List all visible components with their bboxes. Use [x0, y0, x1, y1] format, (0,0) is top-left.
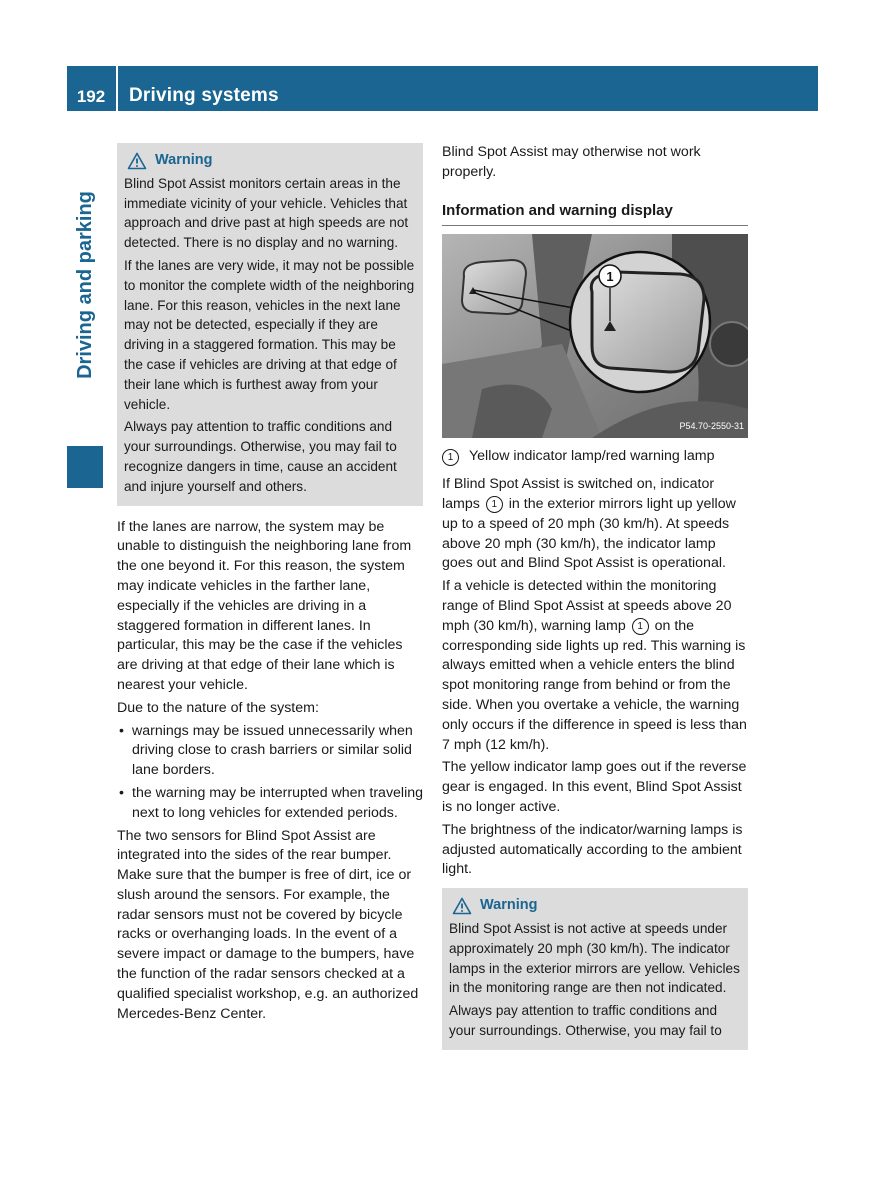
warning-paragraph: Always pay attention to traffic conditions and your surroundings. Otherwise, you may fail to: [449, 1003, 722, 1038]
right-column: [442, 143, 748, 1050]
text-span: on the corresponding side lights up red. This warning is always emitted when a vehicle enters the blind spot monitoring range from behind or from the side. When you overtake a vehicle, the warning only occurs if the difference in speed is less than 7 mph (12 km/h).: [442, 617, 747, 753]
body-paragraph: [442, 577, 748, 755]
page-header: [67, 66, 818, 111]
warning-triangle-icon: [127, 152, 147, 170]
chapter-tab-marker: [67, 446, 103, 488]
header-divider: [116, 66, 118, 111]
mirror-illustration: [442, 234, 748, 438]
callout-number-icon: 1: [632, 618, 649, 635]
figure-caption: [442, 447, 748, 467]
body-paragraph: [442, 475, 748, 574]
callout-number-icon: 1: [486, 496, 503, 513]
warning-box: [117, 143, 423, 506]
body-paragraph: If the lanes are narrow, the system may be unable to distinguish the neighboring lane from the one beyond it. For this reason, the system may indicate vehicles in the farther lane, especially if the vehicles are driving in a staggered formation in different lanes. In particular, this may be the case if the vehicles are driving at that edge of their lane which is nearest your vehicle.: [117, 518, 412, 693]
callout-number-icon: 1: [442, 449, 459, 466]
list-item: • warnings may be issued unnecessarily when driving close to crash barriers or similar solid lane borders.: [117, 722, 423, 781]
chapter-tab-label: Driving and parking: [74, 191, 96, 379]
warning-paragraph: Blind Spot Assist monitors certain areas in the immediate vicinity of your vehicle. Vehicles that approach and drive past at high speeds are not detected. There is no display and no warning.: [124, 175, 409, 251]
list-item: • the warning may be interrupted when traveling next to long vehicles for extended periods.: [117, 784, 423, 824]
body-paragraph: Due to the nature of the system:: [117, 699, 319, 716]
chapter-tab: [67, 130, 103, 440]
figure-callout: 1: [606, 269, 614, 285]
warning-paragraph: If the lanes are very wide, it may not be possible to monitor the complete width of the neighboring lane. For this reason, vehicles in the next lane may not be detected, especially if they are driving in a staggered formation. This may be the case if vehicles are driving at that edge of their lane which is furthest away from your vehicle.: [124, 257, 415, 412]
warning-heading: [124, 151, 416, 171]
figure-code: P54.70-2550-31: [679, 420, 744, 431]
bullet-list: [117, 722, 423, 824]
body-paragraph: The two sensors for Blind Spot Assist are integrated into the sides of the rear bumper. Make sure that the bumper is free of dirt, ice or slush around the sensors. For example, the radar sensors must not be covered by bicycle racks or overhanging loads. In the event of a severe impact or damage to the bumpers, have the function of the radar sensors checked at a qualified specialist workshop, e.g. an authorized Mercedes-Benz Center.: [117, 827, 419, 1022]
warning-heading: [449, 896, 741, 916]
warning-triangle-icon: [452, 897, 472, 915]
text-span: If Blind Spot Assist is switched on, indicator lamps: [442, 476, 715, 512]
warning-paragraph: Blind Spot Assist is not active at speeds under approximately 20 mph (30 km/h). The indicator lamps in the exterior mirrors are yellow. Vehicles in the monitoring range are then not indicated.: [449, 920, 740, 996]
left-column: [117, 143, 423, 1027]
warning-title: Warning: [480, 897, 538, 914]
body-paragraph: Blind Spot Assist may otherwise not work properly.: [442, 144, 701, 180]
mirror-figure: [442, 234, 748, 438]
warning-box: [442, 888, 748, 1050]
caption-text: Yellow indicator lamp/red warning lamp: [469, 448, 715, 465]
text-span: If a vehicle is detected within the monitoring range of Blind Spot Assist at speeds above 20 mph (30 km/h), warning lamp: [442, 578, 732, 634]
warning-paragraph: Always pay attention to traffic conditions and your surroundings. Otherwise, you may fail to recognize dangers in time, cause an accident and injure yourself and others.: [124, 419, 397, 494]
warning-title: Warning: [155, 152, 213, 168]
section-heading: Information and warning display: [442, 201, 748, 227]
page-number: 192: [76, 87, 106, 106]
page-title: Driving systems: [129, 85, 279, 106]
text-span: in the exterior mirrors light up yellow up to a speed of 20 mph (30 km/h). At speeds above 20 mph (30 km/h), the indicator lamp goes out and Blind Spot Assist is operational.: [442, 495, 736, 572]
body-paragraph: The brightness of the indicator/warning lamps is adjusted automatically according to the ambient light.: [442, 821, 743, 878]
body-paragraph: The yellow indicator lamp goes out if the reverse gear is engaged. In this event, Blind Spot Assist is no longer active.: [442, 759, 747, 815]
